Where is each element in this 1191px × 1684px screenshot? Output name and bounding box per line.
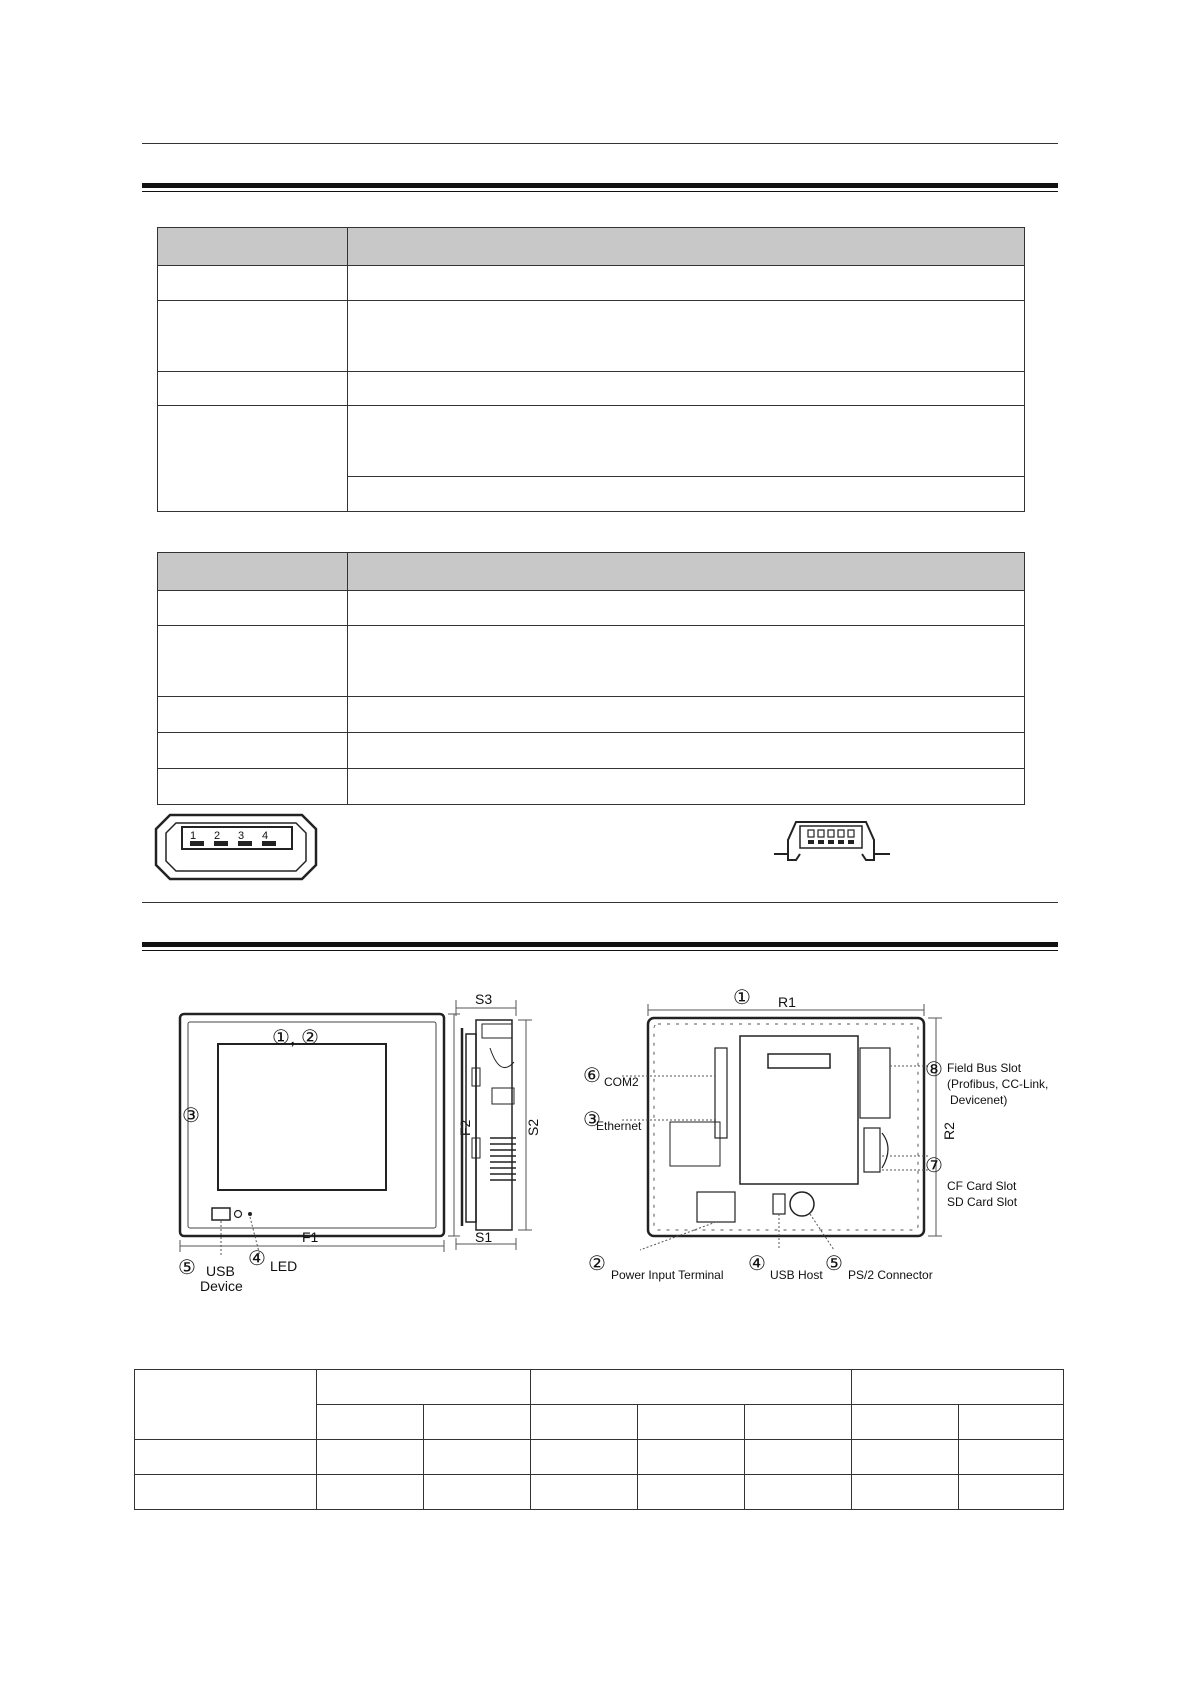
table-row bbox=[135, 1440, 1064, 1475]
front-callout-left: ③ bbox=[182, 1105, 200, 1127]
rear-callout-4: ④ bbox=[748, 1253, 766, 1275]
usb-a-connector-drawing bbox=[152, 803, 322, 893]
ethernet-label: Ethernet bbox=[596, 1119, 642, 1133]
dim-r1-label: R1 bbox=[778, 994, 796, 1010]
usb-pin-2: 2 bbox=[214, 830, 221, 842]
rear-callout-3: ③ bbox=[583, 1109, 601, 1131]
front-view bbox=[178, 1014, 473, 1294]
rear-view bbox=[583, 988, 1048, 1282]
dim-f2-label: F2 bbox=[457, 1119, 473, 1136]
table-row bbox=[158, 266, 1025, 301]
front-callout-top: ①, ② bbox=[272, 1027, 319, 1049]
section-2-rule bbox=[142, 942, 1058, 947]
usb-pin-3: 3 bbox=[238, 830, 245, 842]
table-row bbox=[158, 591, 1025, 626]
mini-usb-connector-drawing bbox=[770, 810, 900, 870]
table-row bbox=[135, 1475, 1064, 1510]
usb-host-label: USB Host bbox=[770, 1268, 823, 1282]
rear-callout-8: ⑧ bbox=[925, 1059, 943, 1081]
dim-s2-label: S2 bbox=[525, 1118, 541, 1136]
front-callout-4: ④ bbox=[248, 1248, 266, 1270]
table-row bbox=[158, 372, 1025, 406]
table-row bbox=[158, 626, 1025, 697]
table-header-row bbox=[158, 553, 1025, 591]
dim-r2-label: R2 bbox=[941, 1122, 957, 1140]
table-row bbox=[158, 733, 1025, 769]
cf-card-label: CF Card Slot bbox=[947, 1179, 1017, 1193]
dim-s1-label: S1 bbox=[475, 1229, 493, 1245]
table-row bbox=[158, 406, 1025, 477]
ps2-connector-label: PS/2 Connector bbox=[848, 1268, 933, 1282]
field-bus-sub1: (Profibus, CC-Link, bbox=[947, 1077, 1049, 1091]
section-1-rule bbox=[142, 183, 1058, 188]
dimension-table bbox=[134, 1369, 1064, 1510]
rear-callout-2: ② bbox=[588, 1253, 606, 1275]
table-row bbox=[158, 697, 1025, 733]
dim-f1-label: F1 bbox=[302, 1229, 319, 1245]
table-header-row bbox=[158, 228, 1025, 266]
rear-callout-7: ⑦ bbox=[925, 1155, 943, 1177]
front-callout-5: ⑤ bbox=[178, 1257, 196, 1279]
dim-s3-label: S3 bbox=[475, 991, 493, 1007]
spec-table-1 bbox=[157, 227, 1025, 512]
usb-pin-1: 1 bbox=[190, 830, 197, 842]
field-bus-sub2: Devicenet) bbox=[950, 1093, 1008, 1107]
rear-callout-1: ① bbox=[733, 988, 751, 1009]
rear-callout-6: ⑥ bbox=[583, 1065, 601, 1087]
power-input-label: Power Input Terminal bbox=[611, 1268, 724, 1282]
led-label: LED bbox=[270, 1258, 298, 1274]
usb-pin-4: 4 bbox=[262, 830, 269, 842]
table-row bbox=[158, 769, 1025, 805]
table-row bbox=[158, 301, 1025, 372]
spec-table-2 bbox=[157, 552, 1025, 805]
table-header-row bbox=[135, 1370, 1064, 1405]
hmi-dimension-figure bbox=[170, 988, 1070, 1308]
sd-card-label: SD Card Slot bbox=[947, 1195, 1018, 1209]
usb-label: USB bbox=[206, 1263, 235, 1279]
com2-label: COM2 bbox=[604, 1075, 639, 1089]
device-label: Device bbox=[200, 1278, 243, 1294]
top-divider bbox=[142, 143, 1058, 144]
rear-callout-5: ⑤ bbox=[825, 1253, 843, 1275]
section-divider bbox=[142, 902, 1058, 903]
field-bus-label: Field Bus Slot bbox=[947, 1061, 1022, 1075]
